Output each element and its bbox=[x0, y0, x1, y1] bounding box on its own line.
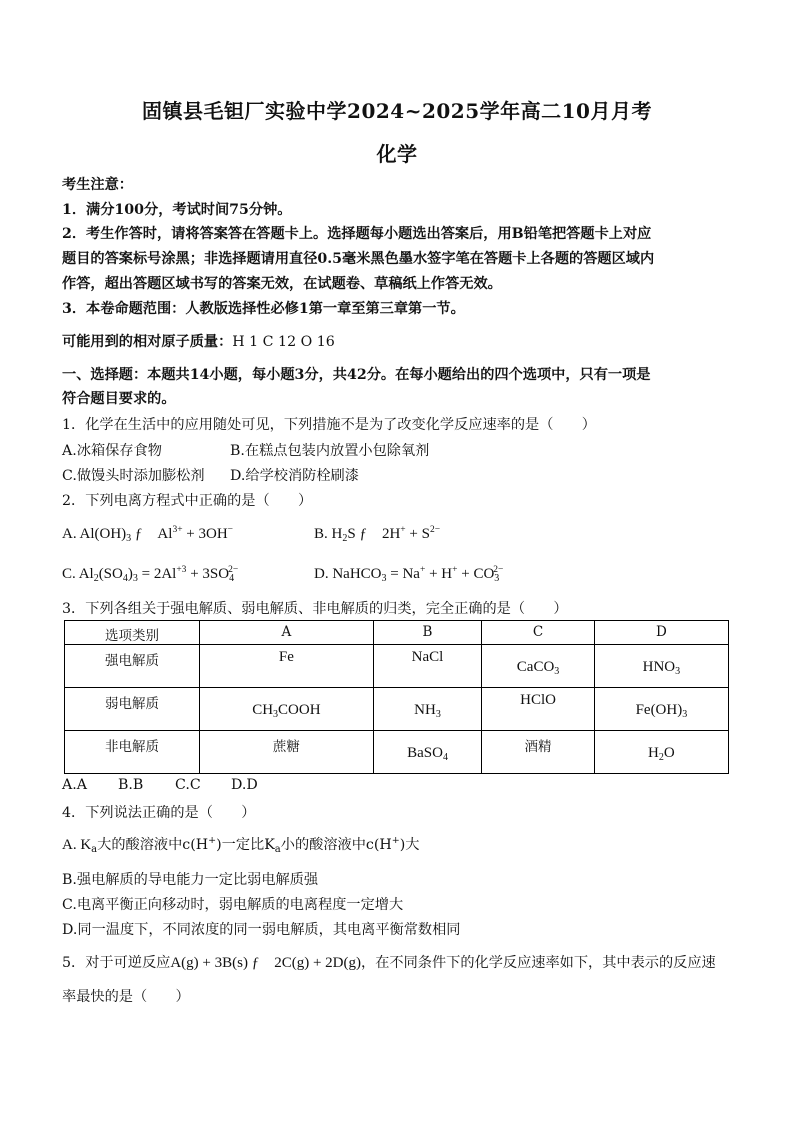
q5-stem-line-2: 率最快的是（ ） bbox=[62, 989, 190, 1005]
notice-item-1: 1．满分100分，考试时间75分钟。 bbox=[62, 202, 292, 218]
table-cell: Fe bbox=[200, 645, 374, 688]
q2-option-d: D. NaHCO$_3$ = $Na^+ + H^+ + CO_3^{2-}$ bbox=[314, 565, 504, 584]
subject-title: 化学 bbox=[376, 142, 418, 166]
table-cell: $NH_3$ bbox=[373, 688, 482, 731]
table-cell: BaSO$_4$ bbox=[373, 731, 482, 774]
q1-option-d: D.给学校消防栓刷漆 bbox=[230, 468, 359, 484]
q4-option-b: B.强电解质的导电能力一定比弱电解质强 bbox=[62, 872, 319, 888]
q3-option-a: A.A bbox=[62, 777, 88, 793]
q4-option-c: C.电离平衡正向移动时，弱电解质的电离程度一定增大 bbox=[62, 897, 404, 913]
table-cell: $CH_3COOH$ bbox=[200, 688, 374, 731]
q1-option-b: B.在糕点包装内放置小包除氧剂 bbox=[230, 443, 430, 459]
q4-stem: 4．下列说法正确的是（ ） bbox=[62, 805, 256, 821]
table-row bbox=[65, 688, 729, 731]
notice-item-2-line-1: 2．考生作答时，请将答案答在答题卡上。选择题每小题选出答案后，用B铅笔把答题卡上对应 bbox=[62, 226, 652, 242]
q4-option-d: D.同一温度下，不同浓度的同一弱电解质，其电离平衡常数相同 bbox=[62, 922, 461, 938]
q4-option-a: A. $K_a$大的酸溶液中c(H+)一定比$K_a$小的酸溶液中c(H+)大 bbox=[62, 835, 420, 855]
q5-stem-line-1: 5．对于可逆反应A(g) + 3B(s) ƒ 2C(g) + 2D(g)，在不同条件下的化学反应速率如下，其中表示的反应速 bbox=[62, 955, 716, 971]
table-cell: NaCl bbox=[373, 645, 482, 688]
q3-option-c: C.C bbox=[175, 777, 201, 793]
table-header-cell: 选项类别 bbox=[65, 621, 200, 645]
section-1-line-1: 一、选择题：本题共14小题，每小题3分，共42分。在每小题给出的四个选项中，只有一项是 bbox=[62, 367, 651, 383]
atomic-mass-value: H 1 C 12 O 16 bbox=[232, 334, 335, 350]
table-header-cell: C bbox=[482, 621, 594, 645]
table-row-label: 非电解质 bbox=[65, 731, 200, 774]
table-header-cell: D bbox=[594, 621, 728, 645]
q1-stem: 1．化学在生活中的应用随处可见，下列措施不是为了改变化学反应速率的是（ ） bbox=[62, 417, 596, 433]
q2-stem: 2．下列电离方程式中正确的是（ ） bbox=[62, 493, 313, 509]
notice-item-2-line-2: 题目的答案标号涂黑；非选择题请用直径0.5毫米黑色墨水签字笔在答题卡上各题的答题区域内 bbox=[62, 251, 655, 267]
table-header-cell: B bbox=[373, 621, 482, 645]
table-cell: 蔗糖 bbox=[200, 731, 374, 774]
atomic-mass-label: 可能用到的相对原子质量： bbox=[62, 334, 233, 350]
table-header-cell: A bbox=[200, 621, 374, 645]
notice-heading: 考生注意： bbox=[62, 177, 133, 193]
q2-option-b: B. $H_2S$ ƒ $2H^+ + S^{2-}$ bbox=[314, 525, 441, 544]
table-cell: $H_2O$ bbox=[594, 731, 728, 774]
q3-option-d: D.D bbox=[231, 777, 258, 793]
table-row-label: 强电解质 bbox=[65, 645, 200, 688]
notice-item-3: 3．本卷命题范围：人教版选择性必修1第一章至第三章第一节。 bbox=[62, 301, 465, 317]
table-row-label: 弱电解质 bbox=[65, 688, 200, 731]
q2-option-c: C. $Al_2(SO_4)_3 = 2Al^{+3} + 3SO_4^{2-}$ bbox=[62, 565, 239, 584]
table-cell: $HNO_3$ bbox=[594, 645, 728, 688]
q3-stem: 3．下列各组关于强电解质、弱电解质、非电解质的归类，完全正确的是（ ） bbox=[62, 601, 568, 617]
q3-option-b: B.B bbox=[118, 777, 144, 793]
section-1-line-2: 符合题目要求的。 bbox=[62, 391, 176, 407]
table-header-row bbox=[65, 621, 729, 645]
table-cell: 酒精 bbox=[482, 731, 594, 774]
q2-option-a: A. $Al(OH)_3$ ƒ $Al^{3+} + 3OH^-$ bbox=[62, 525, 234, 544]
table-row bbox=[65, 731, 729, 774]
table-row bbox=[65, 645, 729, 688]
q1-option-a: A.冰箱保存食物 bbox=[62, 443, 162, 459]
table-cell: HClO bbox=[482, 688, 594, 731]
table-cell: CaCO$_3$ bbox=[482, 645, 594, 688]
classification-table bbox=[64, 620, 729, 774]
notice-item-2-line-3: 作答，超出答题区域书写的答案无效，在试题卷、草稿纸上作答无效。 bbox=[62, 276, 502, 292]
q1-option-c: C.做馒头时添加膨松剂 bbox=[62, 468, 205, 484]
atomic-mass-line bbox=[62, 331, 335, 351]
exam-title: 固镇县毛钽厂实验中学2024~2025学年高二10月月考 bbox=[142, 99, 652, 123]
table-cell: $Fe(OH)_3$ bbox=[594, 688, 728, 731]
